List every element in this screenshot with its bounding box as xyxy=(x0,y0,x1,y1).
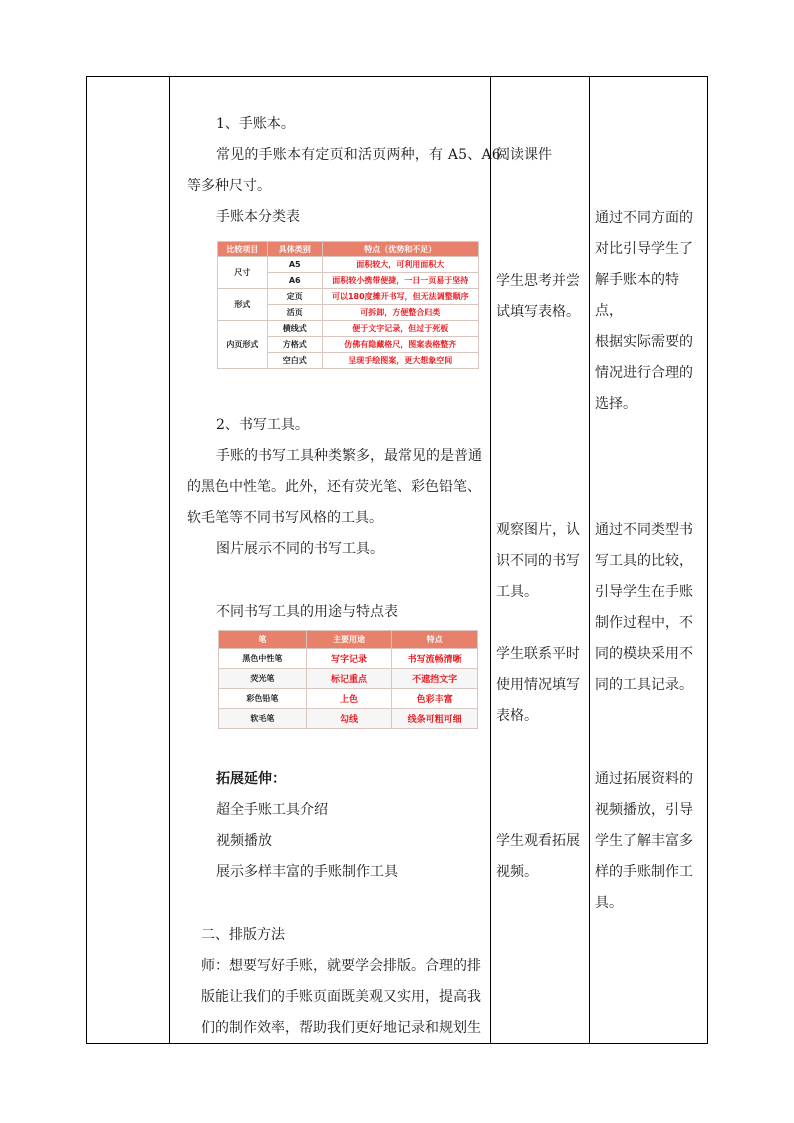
table1-header: 比较项目 xyxy=(218,242,268,257)
table2-header: 特点 xyxy=(392,631,478,649)
table2-cell: 色彩丰富 xyxy=(392,689,478,709)
table1-feature: 可以180度摊开书写，但无法调整顺序 xyxy=(322,289,478,305)
column-divider xyxy=(169,77,170,1043)
intent-line: 对比引导学生了 xyxy=(595,241,693,257)
table1-feature: 呈现手绘图案，更大想象空间 xyxy=(322,353,478,369)
writing-tools-table xyxy=(218,630,478,729)
table1-group: 形式 xyxy=(218,289,268,321)
extension-line3: 展示多样丰富的手账制作工具 xyxy=(216,864,398,880)
table1-feature: 面积较大，可利用面积大 xyxy=(322,257,478,273)
intent-line: 样的手账制作工 xyxy=(595,864,693,880)
table2-cell: 勾线 xyxy=(306,709,392,729)
table1-type: A6 xyxy=(267,273,322,289)
table1-caption: 手账本分类表 xyxy=(216,209,300,225)
extension-line2: 视频播放 xyxy=(216,833,272,849)
intent-block-2 xyxy=(595,515,703,701)
table1-type: 横线式 xyxy=(267,321,322,337)
table1-feature: 面积较小携带便捷，一日一页易于坚持 xyxy=(322,273,478,289)
table2-cell: 上色 xyxy=(306,689,392,709)
table1-feature: 仿佛有隐藏格尺，图案表格整齐 xyxy=(322,337,478,353)
section3-line1: 师：想要写好手账，就要学会排版。合理的排 xyxy=(201,958,481,974)
table2-cell: 书写流畅清晰 xyxy=(392,649,478,669)
section2-line4: 图片展示不同的书写工具。 xyxy=(216,541,384,557)
extension-title: 拓展延伸： xyxy=(216,771,286,787)
student-activity: 工具。 xyxy=(496,584,538,600)
intent-line: 通过不同类型书 xyxy=(595,522,693,538)
section3-line2: 版能让我们的手账页面既美观又实用，提高我 xyxy=(201,989,481,1005)
table1-group: 内页形式 xyxy=(218,321,268,369)
table1-feature: 便于文字记录，但过于死板 xyxy=(322,321,478,337)
intent-line: 通过拓展资料的 xyxy=(595,771,693,787)
section3-title: 二、排版方法 xyxy=(201,927,285,943)
table2-cell: 软毛笔 xyxy=(219,709,307,729)
table1-type: 定页 xyxy=(267,289,322,305)
student-activity: 观察图片，认 xyxy=(496,522,580,538)
intent-line: 学生了解丰富多 xyxy=(595,833,693,849)
extension-line1: 超全手账工具介绍 xyxy=(216,802,328,818)
intent-line: 选择。 xyxy=(595,396,637,412)
intent-line: 通过不同方面的 xyxy=(595,210,693,226)
table2-cell: 线条可粗可细 xyxy=(392,709,478,729)
column-divider xyxy=(589,77,590,1043)
intent-line: 同的模块采用不 xyxy=(595,646,693,662)
intent-block-1 xyxy=(595,203,703,420)
intent-line: 制作过程中，不 xyxy=(595,615,693,631)
student-activity: 学生观看拓展 xyxy=(496,833,580,849)
section3-line3: 们的制作效率，帮助我们更好地记录和规划生 xyxy=(201,1020,481,1036)
section2-title: 2、书写工具。 xyxy=(216,417,309,433)
table2-cell: 不遮挡文字 xyxy=(392,669,478,689)
student-activity: 学生联系平时 xyxy=(496,646,580,662)
table1-type: A5 xyxy=(267,257,322,273)
intent-line: 根据实际需要的 xyxy=(595,334,693,350)
table2-header: 主要用途 xyxy=(306,631,392,649)
table2-cell: 写字记录 xyxy=(306,649,392,669)
table1-type: 活页 xyxy=(267,305,322,321)
intent-line: 情况进行合理的 xyxy=(595,365,693,381)
student-activity: 试填写表格。 xyxy=(496,304,580,320)
section1-paragraph-line2: 等多种尺寸。 xyxy=(187,178,271,194)
table2-cell: 彩色铅笔 xyxy=(219,689,307,709)
section1-paragraph-line1: 常见的手账本有定页和活页两种，有 A5、A6 xyxy=(216,147,501,163)
table1-type: 方格式 xyxy=(267,337,322,353)
table1-group: 尺寸 xyxy=(218,257,268,289)
table1-feature: 可拆卸，方便整合归类 xyxy=(322,305,478,321)
table2-cell: 标记重点 xyxy=(306,669,392,689)
student-activity: 表格。 xyxy=(496,708,538,724)
student-activity: 识不同的书写 xyxy=(496,553,580,569)
notebook-classification-table xyxy=(217,241,479,369)
table2-cell: 黑色中性笔 xyxy=(219,649,307,669)
section1-title: 1、手账本。 xyxy=(216,116,295,132)
student-activity: 视频。 xyxy=(496,864,538,880)
section2-line2: 的黑色中性笔。此外，还有荧光笔、彩色铅笔、 xyxy=(187,479,481,495)
section2-line1: 手账的书写工具种类繁多，最常见的是普通 xyxy=(216,448,482,464)
table2-caption: 不同书写工具的用途与特点表 xyxy=(216,604,398,620)
intent-block-3 xyxy=(595,764,703,919)
column-divider xyxy=(490,77,491,1043)
intent-line: 引导学生在手账 xyxy=(595,584,693,600)
student-activity: 学生思考并尝 xyxy=(496,273,580,289)
intent-line: 解手账本的特点， xyxy=(595,272,679,319)
table2-header: 笔 xyxy=(219,631,307,649)
intent-line: 视频播放，引导 xyxy=(595,802,693,818)
table2-cell: 荧光笔 xyxy=(219,669,307,689)
table1-header: 特点（优势和不足） xyxy=(322,242,478,257)
intent-line: 写工具的比较， xyxy=(595,553,693,569)
student-activity: 使用情况填写 xyxy=(496,677,580,693)
intent-line: 同的工具记录。 xyxy=(595,677,693,693)
table1-type: 空白式 xyxy=(267,353,322,369)
section2-line3: 软毛笔等不同书写风格的工具。 xyxy=(187,510,383,526)
intent-line: 具。 xyxy=(595,895,623,911)
table1-header: 具体类别 xyxy=(267,242,322,257)
student-activity: 阅读课件 xyxy=(496,147,552,163)
